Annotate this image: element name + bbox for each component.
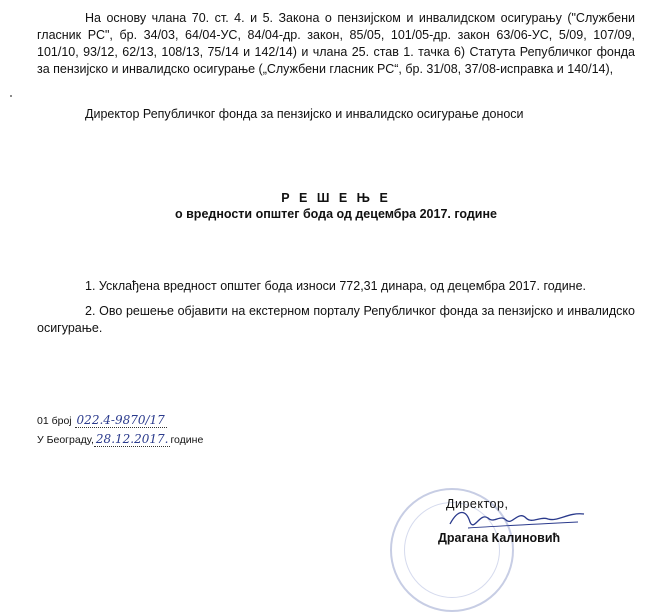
city-label: У Београду, (37, 434, 94, 446)
document-number (37, 413, 167, 427)
decision-item-1: 1. Усклађена вредност општег бода износи 772,31 динара, од децембра 2017. године. (85, 279, 587, 293)
director-name: Драгана Калиновић (438, 531, 561, 545)
decision-item-2: 2. Ово решење објавити на екстерном порталу Републичког фонда за пензијско и инвалидско осигурање. (37, 304, 635, 335)
number-label: 01 број (37, 415, 72, 427)
signature-underline (468, 522, 578, 528)
document-date (37, 432, 203, 446)
document-subtitle: о вредности општег бода од децембра 2017. године (175, 207, 497, 221)
number-value: 022.4-9870/17 (76, 413, 165, 427)
director-label: Директор, (446, 497, 509, 511)
document-title: Р Е Ш Е Њ Е (281, 191, 391, 205)
handwritten-signature (448, 504, 588, 534)
preamble-issuer: Директор Републичког фонда за пензијско и инвалидско осигурање доноси (85, 107, 524, 121)
scan-speck (10, 95, 12, 97)
date-value: 28.12.2017. (95, 432, 169, 446)
preamble-legal-basis: На основу члана 70. ст. 4. и 5. Закона о пензијском и инвалидском осигурању ("Службени гласник РС", бр. 34/03, 64/04-УС, 84/04-др. закон, 85/05, 101/05-др. закон 63/06-УС, 5/09, 107/09, 101/10, 93/12, 62/13, 108/13, 75/14 и 142/14) и члана 25. став 1. тачка 6) Статута Републичког фонда за пензијско и инвалидско осигурање („Службени гласник РС“, бр. 31/08, 37/08-исправка и 140/14), (37, 11, 635, 76)
date-suffix: године (170, 434, 204, 446)
